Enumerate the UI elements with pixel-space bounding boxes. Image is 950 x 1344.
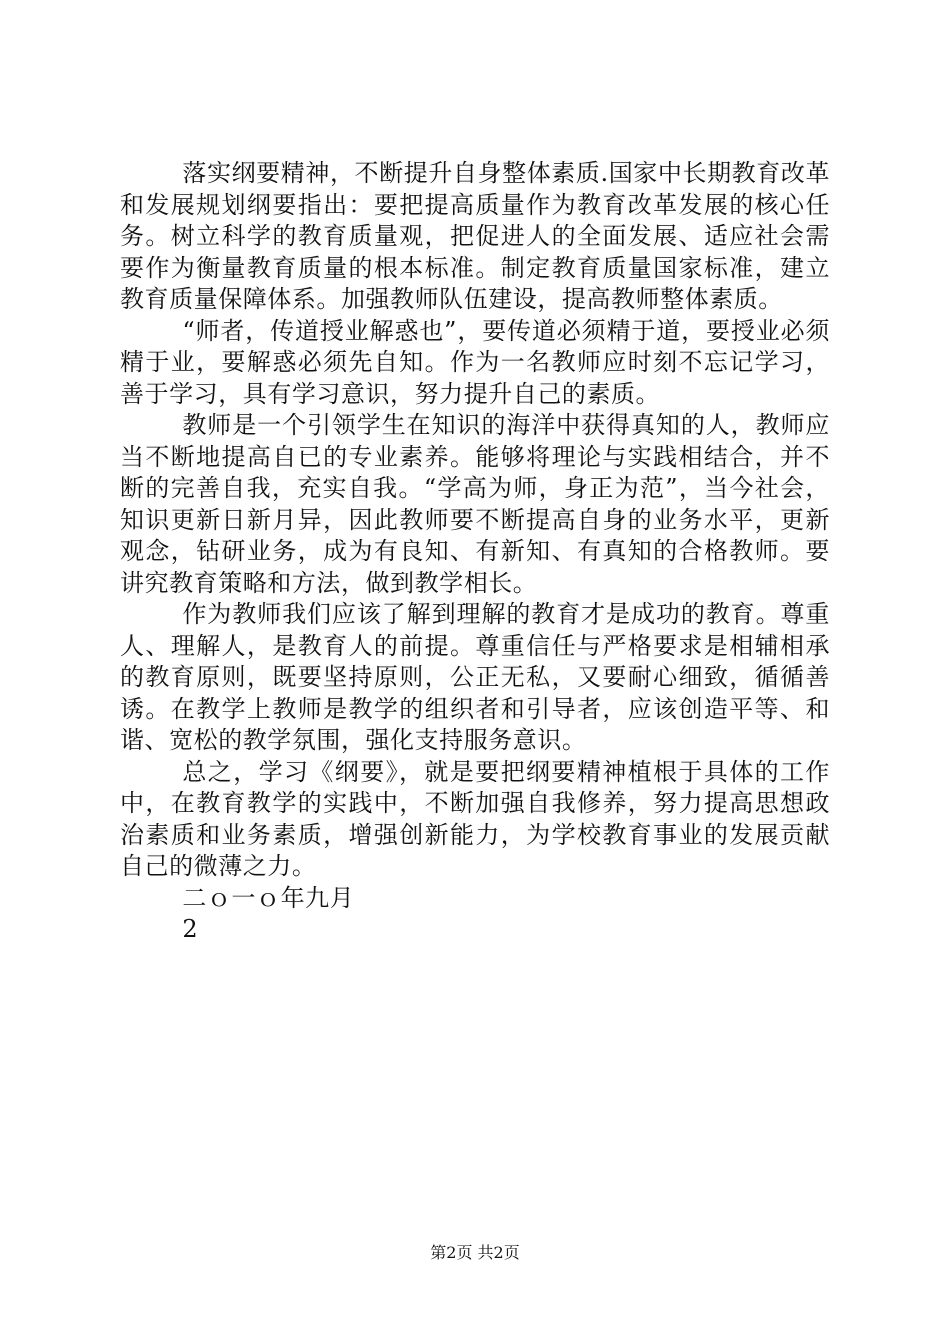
document-body bbox=[120, 158, 830, 946]
paragraph-4: 作为教师我们应该了解到理解的教育才是成功的教育。尊重人、理解人，是教育人的前提。尊重信任与严格要求是相辅相承的教育原则，既要坚持原则，公正无私，又要耐心细致，循循善诱。在教学上教师是教学的组织者和引导者，应该创造平等、和谐、宽松的教学氛围，强化支持服务意识。 bbox=[120, 600, 830, 754]
paragraph-1: 落实纲要精神，不断提升自身整体素质.国家中长期教育改革和发展规划纲要指出：要把提高质量作为教育改革发展的核心任务。树立科学的教育质量观，把促进人的全面发展、适应社会需要作为衡量教育质量的根本标准。制定教育质量国家标准，建立教育质量保障体系。加强教师队伍建设，提高教师整体素质。 bbox=[120, 159, 830, 313]
paragraph-3: 教师是一个引领学生在知识的海洋中获得真知的人，教师应当不断地提高自已的专业素养。能够将理论与实践相结合，并不断的完善自我，充实自我。“学高为师，身正为范”，当今社会，知识更新日新月异，因此教师要不断提高自身的业务水平，更新观念，钻研业务，成为有良知、有新知、有真知的合格教师。要讲究教育策略和方法，做到教学相长。 bbox=[120, 411, 830, 597]
page-footer: 第2页 共2页 bbox=[430, 1243, 520, 1262]
page-mark: 2 bbox=[182, 915, 199, 943]
paragraph-5: 总之，学习《纲要》，就是要把纲要精神植根于具体的工作中，在教育教学的实践中，不断加强自我修养，努力提高思想政治素质和业务素质，增强创新能力，为学校教育事业的发展贡献自己的微薄之力。 bbox=[120, 757, 830, 880]
date-line: 二ｏ一ｏ年九月 bbox=[182, 883, 355, 912]
paragraph-2: “师者，传道授业解惑也”，要传道必须精于道，要授业必须精于业，要解惑必须先自知。作为一名教师应时刻不忘记学习，善于学习，具有学习意识，努力提升自己的素质。 bbox=[120, 316, 830, 408]
